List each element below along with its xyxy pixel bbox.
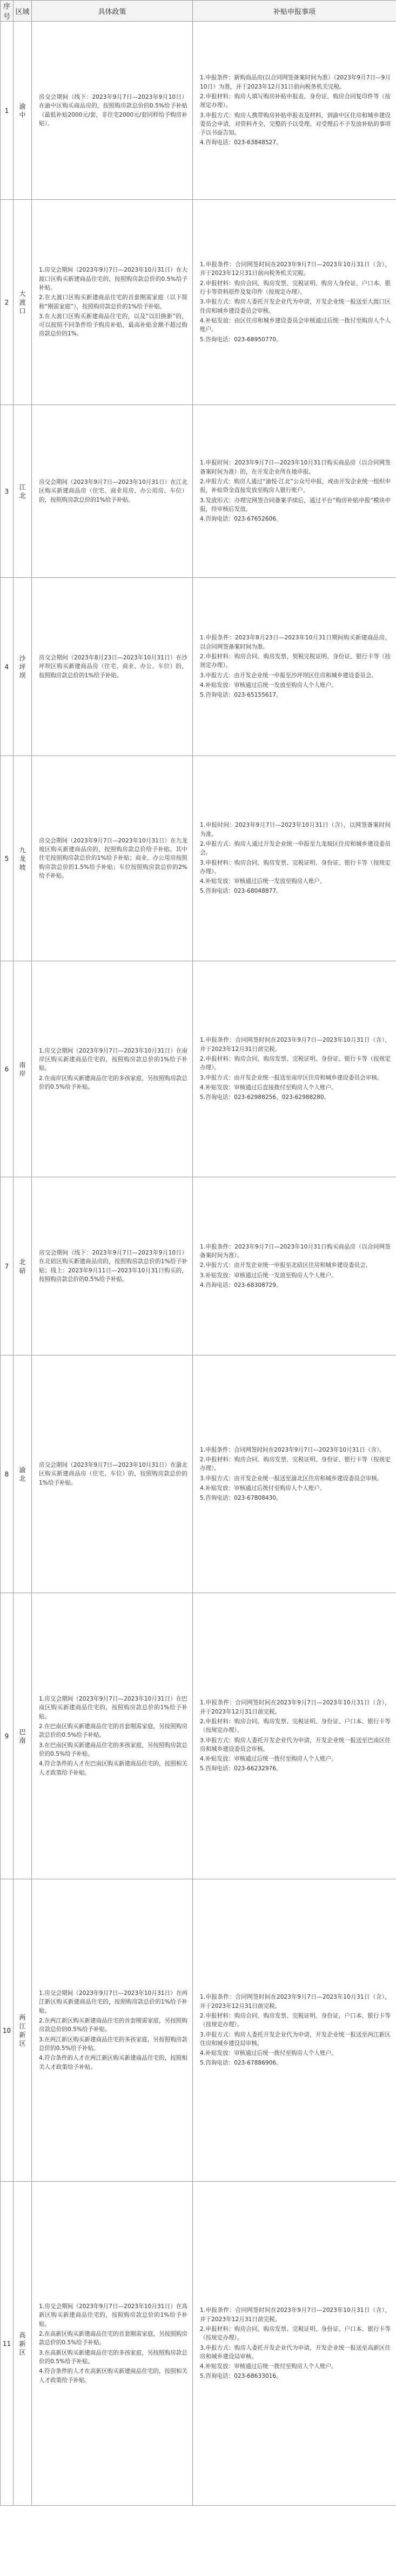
policy-paragraph: 1.房交会期间（2023年9月7日—2023年10月31日）在两江新区购买新建商品住宅的，按照购房款总价的1%给予补贴。 (39, 1990, 187, 2014)
table-row (1, 1177, 396, 1356)
process-paragraph: 1.申报时间：2023年9月7日—2023年10月31日购买商品房（以合同网签备案时间为准）的，在开发企业所在地申报。 (200, 460, 391, 475)
process-paragraph: 1.申报条件：合同网签时间在2023年9月7日—2023年10月31日（含），并于2023年12月31日前完税。 (200, 2307, 391, 2323)
policy-paragraph: 房交会期间（线下：2023年9月7日—2023年9月10日）在渝中区购买商品房的，按照购房款总价的0.5%给予补贴（最低补贴2000元/套，非住宅2000元/套同样给予购房补贴）。 (39, 93, 187, 127)
row-policy (32, 405, 193, 578)
policy-paragraph: 房交会期间（2023年9月7日—2023年10月31日）在渝北区购买新建商品房（住宅、车位）的，按照购房款总价的1%给予补贴。 (39, 1462, 187, 1486)
process-paragraph: 4.补贴发放：审核通过后统一发放至购房人账户。 (200, 878, 326, 885)
row-area: 大渡口 (14, 200, 32, 405)
row-area: 渝中 (14, 22, 32, 200)
process-paragraph: 2.申报材料：购房合同、购房发票、完税证明、购房人身份证、户口本、银行卡等资料原件及复印件（按规定办理）。 (200, 280, 391, 296)
process-paragraph: 4.咨询电话：023-68308729。 (200, 1282, 282, 1289)
process-paragraph: 2.申报材料：购房合同、购房发票、完税证明、身份证、户口本、银行卡等（按规定办理）。 (200, 2012, 391, 2028)
row-process (193, 756, 396, 961)
policy-paragraph: 1.房交会期间（2023年9月7日—2023年10月31日）在高新区购买新建商品住宅的，按照购房款总价的1%给予补贴。 (39, 2303, 187, 2328)
policy-paragraph: 3.在巴南区购买新建商品住宅的多孩家庭，另按照购房款总价的0.5%给予补贴。 (39, 1742, 187, 1757)
process-paragraph: 2.申报材料：购房合同、购房发票、完税证明、身份证、户口本、银行卡等（按规定办理）。 (200, 2325, 391, 2342)
row-area: 北碚 (14, 1177, 32, 1356)
process-paragraph: 3.发放形式：办理完网签合同备案手续后，通过平台“购房补贴申报”模块申报，经审核后发放。 (200, 497, 391, 512)
policy-paragraph: 4.符合条件的人才在巴南区购买新建商品住宅的，按照相关人才政策给予补贴。 (39, 1761, 187, 1776)
row-process (193, 200, 396, 405)
policy-paragraph: 2.在高新区购买新建商品住宅的首套刚需家庭，另按照购房款总价的0.5%给予补贴。 (39, 2331, 187, 2346)
row-index: 7 (1, 1177, 14, 1356)
policy-paragraph: 2.在南岸区购买新建商品住宅的多孩家庭，另按照购房款总价的0.5%给予补贴。 (39, 1075, 187, 1090)
policy-paragraph: 2.在两江新区购买新建商品住宅的首套刚需家庭，另按照购房款总价的0.5%给予补贴。 (39, 2018, 187, 2033)
process-paragraph: 4.补贴发放：由区住房和城乡建设委员会审核通过后统一拨付至购房人个人账户。 (200, 317, 391, 333)
row-index: 6 (1, 961, 14, 1177)
process-paragraph: 4.补贴发放：审核通过后拨付至购房人个人账户。 (200, 1485, 326, 1492)
table-row (1, 1356, 396, 1593)
process-paragraph: 3.申报方式：由开发企业统一报送至南岸区住房和城乡建设委员会审核。 (200, 1074, 383, 1081)
policy-paragraph: 2.在大渡口区购买新建商品住宅的首套刚需家庭（以下简称“刚需家庭”），按照购房款总价的1%给予补贴。 (39, 294, 187, 310)
process-paragraph: 3.申报方式：由开发企业统一申报至沙坪坝区住房和城乡建设委员会。 (200, 672, 377, 679)
process-paragraph: 5.咨询电话：023-68048877。 (200, 888, 282, 895)
row-area: 巴南 (14, 1593, 32, 1879)
process-paragraph: 5.咨询电话：023-68950770。 (200, 336, 282, 343)
row-index: 5 (1, 756, 14, 961)
row-policy (32, 1593, 193, 1879)
process-paragraph: 2.申报方式：购房人通过“渝悦·江北”公众号申报，或由开发企业统一组织申报，补贴资金直接发放至购房人银行账户。 (200, 478, 391, 494)
policy-paragraph: 房交会期间（2023年8月23日—2023年10月31日）在沙坪坝区购买新建商品房（住宅、商业、办公、车位）的，按照购房款总价的1%给予补贴。 (39, 655, 187, 679)
process-paragraph: 4.补贴发放：审核通过后统一拨付至购房人个人账户。 (200, 2050, 337, 2057)
row-process (193, 22, 396, 200)
process-paragraph: 1.申报条件：2023年9月7日—2023年10月31日购买商品房（以合同网签备案时间为准）。 (200, 1243, 391, 1259)
process-paragraph: 1.申报条件：2023年8月23日—2023年10月31日期间购买新建商品房，以合同网签备案时间为准。 (200, 635, 391, 650)
process-paragraph: 5.咨询电话：023-67886906。 (200, 2060, 282, 2067)
policy-paragraph: 房交会期间（2023年9月7日—2023年10月31日）在九龙坡区购买新建商品房的，按照购房款总价给予补贴。其中住宅按照购房款总价的1%给予补贴；商业、办公用房按照购房款总价的1.5%给予补贴；车位按照购房款总价的2%给予补贴。 (39, 837, 187, 879)
row-index: 11 (1, 2182, 14, 2506)
table-row (1, 961, 396, 1177)
header-area: 区域 (14, 1, 32, 22)
process-paragraph: 4.补贴发放：审核通过后统一拨付至购房人个人账户。 (200, 1756, 337, 1763)
row-policy (32, 1177, 193, 1356)
row-process (193, 1593, 396, 1879)
row-policy (32, 961, 193, 1177)
row-policy (32, 1879, 193, 2182)
table-row (1, 200, 396, 405)
table-row (1, 2182, 396, 2506)
process-paragraph: 3.申报方式：购房人委托开发企业代为申请，开发企业统一报送至高新区住房和城乡建设局审核。 (200, 2344, 391, 2360)
table-row (1, 756, 396, 961)
process-paragraph: 5.咨询电话：023-67808430。 (200, 1495, 282, 1502)
row-process (193, 1177, 396, 1356)
row-policy (32, 1356, 193, 1593)
table-header-row (1, 1, 396, 22)
row-area: 江北 (14, 405, 32, 578)
process-paragraph: 2.申报材料：购房合同、购房发票、完税证明、身份证、银行卡等（按规定办理）。 (200, 1056, 391, 1071)
process-paragraph: 3.补贴发放：审核通过后统一发放至购房人个人账户。 (200, 1272, 337, 1279)
policy-paragraph: 3.在大渡口区购买新建商品住宅的，以及“以旧换新”的，可以按照不同条件给予购房补贴，最高补贴金额不超过购房款总价的1%。 (39, 313, 187, 338)
header-policy: 具体政策 (32, 1, 193, 22)
row-policy (32, 2182, 193, 2506)
process-paragraph: 2.申报方式：由开发企业统一申报至北碚区住房和城乡建设委员会。 (200, 1262, 372, 1269)
policy-paragraph: 1.房交会期间（2023年9月7日—2023年10月31日）在大渡口区购买新建商品住宅的，按照购房款总价的0.5%给予补贴。 (39, 267, 187, 291)
process-paragraph: 1.申报条件：合同网签时间在2023年9月7日—2023年10月31日（含）。 (200, 1446, 385, 1453)
header-index: 序号 (1, 1, 14, 22)
row-process (193, 1356, 396, 1593)
process-paragraph: 3.申报材料：购房合同、购房发票、完税证明、身份证、银行卡等（按规定办理）。 (200, 859, 391, 875)
row-process (193, 405, 396, 578)
row-area: 渝北 (14, 1356, 32, 1593)
process-paragraph: 3.申报方式：购房人携带购房补贴申报表及材料，到渝中区住房和城乡建设委员会申请，对资料齐全、完整的予以受理。对受理后不予发放补贴的事项予以书面告知。 (200, 112, 391, 137)
policy-paragraph: 1.房交会期间（2023年9月7日—2023年10月31日）在巴南区购买新建商品住宅的，按照购房款总价的1%给予补贴。 (39, 1696, 187, 1720)
process-paragraph: 5.咨询电话：023-65155617。 (200, 692, 282, 699)
row-index: 4 (1, 578, 14, 756)
process-paragraph: 2.申报材料：购房合同、购房发票、契税完税证明、身份证、银行卡等（按规定办理）。 (200, 653, 391, 669)
table-row (1, 1879, 396, 2182)
process-paragraph: 4.咨询电话：023-67652606。 (200, 516, 282, 523)
policy-paragraph: 4.符合条件的人才在高新区购买新建商品住宅的，按照相关人才政策给予补贴。 (39, 2368, 187, 2384)
table-row (1, 22, 396, 200)
process-paragraph: 5.咨询电话：023-68633016。 (200, 2373, 282, 2380)
policy-paragraph: 房交会期间（线下：2023年9月7日—2023年9月10日）在北碚区购买新建商品房的，按照购房款总价的1%给予补贴；线上：2023年9月11日—2023年10月31日购买的，按照购房款总价的0.5%给予补贴。 (39, 1249, 187, 1283)
row-area: 九龙坡 (14, 756, 32, 961)
process-paragraph: 1.申报条件：合同网签时间在2023年9月7日—2023年10月31日（含），并于2023年12月31日前向税务机关完税。 (200, 261, 391, 277)
row-index: 1 (1, 22, 14, 200)
row-index: 9 (1, 1593, 14, 1879)
process-paragraph: 1.申报条件：新购商品房(以合同网签备案时间为准）（2023年9月7日—9月10日）为准，并于2023年12月31日前向税务机关完税。 (200, 75, 391, 90)
row-area: 南岸 (14, 961, 32, 1177)
row-area: 高新区 (14, 2182, 32, 2506)
process-paragraph: 2.申报材料：购房合同、购房发票、完税证明、身份证、户口本、银行卡等（按规定办理）。 (200, 1718, 391, 1734)
policy-paragraph: 3.在高新区购买新建商品住宅的多孩家庭，另按照购房款总价的0.5%给予补贴。 (39, 2349, 187, 2365)
policy-paragraph: 2.在巴南区购买新建商品住宅的首套刚需家庭，另按照购房款总价的0.5%给予补贴。 (39, 1723, 187, 1739)
row-area: 两江新区 (14, 1879, 32, 2182)
policy-paragraph: 房交会期间（2023年9月7日—2023年10月31日）在江北区购买新建商品房（住宅、商业用房、办公用房、车位）的，按照购房款总价的1%给予补贴。 (39, 479, 187, 503)
table-row (1, 405, 396, 578)
row-policy (32, 22, 193, 200)
process-paragraph: 2.申报材料：购房人填写购房补贴申报表、身份证、购房合同复印件等（按规定办理）。 (200, 93, 391, 109)
process-paragraph: 3.申报方式：购房人委托开发企业代为申请，开发企业统一报送至两江新区住房和城乡建设局审核。 (200, 2031, 391, 2047)
row-index: 3 (1, 405, 14, 578)
policy-paragraph: 1.房交会期间（2023年9月7日—2023年10月31日）在南岸区购买新建商品住宅的，按照购房款总价的1%给予补贴。 (39, 1047, 187, 1072)
process-paragraph: 2.申报方式：购房人通过开发企业统一申报至九龙坡区住房和城乡建设委员会。 (200, 840, 391, 857)
process-paragraph: 1.申报时间：2023年9月7日—2023年10月31日（含），以网签备案时间为准。 (200, 822, 391, 838)
row-index: 2 (1, 200, 14, 405)
process-paragraph: 5.咨询电话：023-62988256、023-62988280。 (200, 1094, 330, 1101)
row-policy (32, 756, 193, 961)
header-process: 补贴申报事项 (193, 1, 396, 22)
row-index: 8 (1, 1356, 14, 1593)
table-row (1, 578, 396, 756)
row-process (193, 961, 396, 1177)
row-area: 沙坪坝 (14, 578, 32, 756)
row-process (193, 1879, 396, 2182)
row-process (193, 578, 396, 756)
table-row (1, 1593, 396, 1879)
process-paragraph: 3.申报方式：购房人委托开发企业代为申请，开发企业统一报送至大渡口区住房和城乡建设委员会审核。 (200, 299, 391, 314)
process-paragraph: 3.申报方式：由开发企业统一报送至渝北区住房和城乡建设委员会审核。 (200, 1475, 383, 1482)
row-process (193, 2182, 396, 2506)
policy-paragraph: 3.在两江新区购买新建商品住宅的多孩家庭，另按照购房款总价的0.5%给予补贴。 (39, 2036, 187, 2052)
policy-paragraph: 4.符合条件的人才在两江新区购买新建商品住宅的，按照相关人才政策给予补贴。 (39, 2055, 187, 2071)
row-policy (32, 200, 193, 405)
process-paragraph: 4.补贴发放：审核通过后统一发放至购房人个人账户。 (200, 682, 337, 689)
process-paragraph: 1.申报条件：合同网签时间在2023年9月7日—2023年10月31日（含），并于2023年12月31日前完税。 (200, 1700, 391, 1715)
process-paragraph: 5.咨询电话：023-66232976。 (200, 1765, 282, 1772)
process-paragraph: 4.补贴发放：审核通过后统一拨付至购房人个人账户。 (200, 2363, 337, 2370)
process-paragraph: 2.申报材料：购房合同、购房发票、完税证明、身份证、银行卡等（按规定办理）。 (200, 1456, 391, 1472)
table-body (1, 22, 396, 2506)
process-paragraph: 1.申报条件：合同网签时间在2023年9月7日—2023年10月31日（含），并于2023年12月31日前完税。 (200, 1037, 391, 1053)
process-paragraph: 3.申报方式：购房人委托开发企业代为申请，开发企业统一报送至巴南区住房和城乡建设委员会审核。 (200, 1737, 391, 1752)
process-paragraph: 4.咨询电话：023-63848527。 (200, 139, 282, 146)
process-paragraph: 1.申报条件：合同网签时间在2023年9月7日—2023年10月31日（含），并于2023年12月31日前完税。 (200, 1994, 391, 2009)
row-policy (32, 578, 193, 756)
row-index: 10 (1, 1879, 14, 2182)
process-paragraph: 4.补贴发放：审核通过后直接拨付至购房人个人账户。 (200, 1084, 337, 1091)
